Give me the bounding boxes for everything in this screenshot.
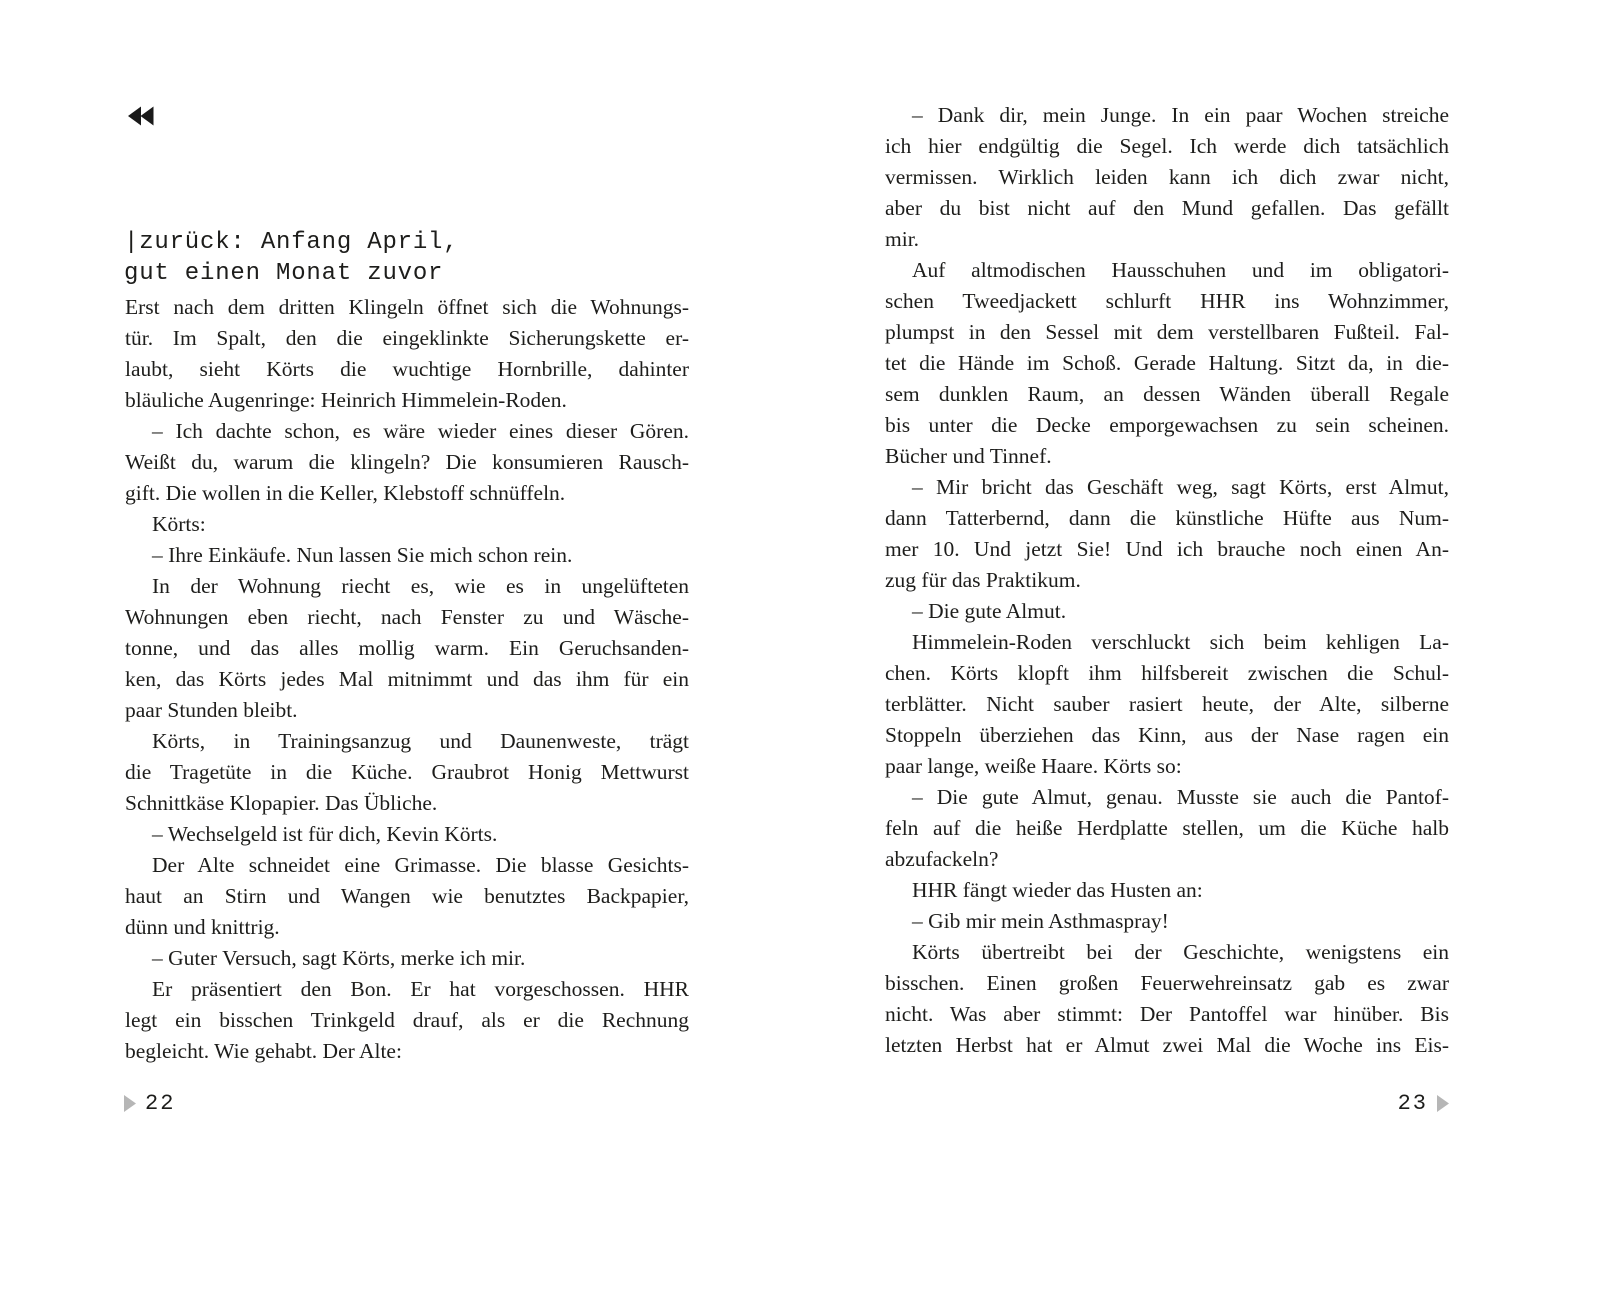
chapter-heading-line-1: |zurück: Anfang April, <box>124 229 459 256</box>
paragraph <box>125 292 689 416</box>
text-line: die Tragetüte in die Küche. Graubrot Honig Mettwurst <box>125 760 689 784</box>
text-line: HHR fängt wieder das Husten an: <box>912 878 1203 902</box>
text-line: bis unter die Decke emporgewachsen zu sein scheinen. <box>885 413 1449 437</box>
paragraph <box>885 782 1449 875</box>
text-line: – Dank dir, mein Junge. In ein paar Wochen streiche <box>912 103 1449 127</box>
text-line: Weißt du, warum die klingeln? Die konsumieren Rausch- <box>125 450 689 474</box>
text-line: bläuliche Augenringe: Heinrich Himmelein-Roden. <box>125 388 567 412</box>
paragraph <box>885 906 1449 937</box>
page-indicator-right <box>885 1091 1449 1116</box>
text-line: Himmelein-Roden verschluckt sich beim kehligen La- <box>912 630 1449 654</box>
text-line: feln auf die heiße Herdplatte stellen, um die Küche halb <box>885 816 1449 840</box>
text-line: Bücher und Tinnef. <box>885 444 1052 468</box>
chapter-heading-line-2: gut einen Monat zuvor <box>124 260 444 287</box>
page-indicator-left <box>124 1091 175 1116</box>
text-line: letzten Herbst hat er Almut zwei Mal die Woche ins Eis- <box>885 1033 1449 1057</box>
text-line: bisschen. Einen großen Feuerwehreinsatz gab es zwar <box>885 971 1449 995</box>
text-line: Schnittkäse Klopapier. Das Übliche. <box>125 791 438 815</box>
text-line: legt ein bisschen Trinkgeld drauf, als er die Rechnung <box>125 1008 689 1032</box>
text-line: – Die gute Almut. <box>912 599 1067 623</box>
text-line: Körts übertreibt bei der Geschichte, wenigstens ein <box>912 940 1449 964</box>
paragraph <box>125 416 689 509</box>
page-right-text <box>885 100 1449 1061</box>
text-line: nicht. Was aber stimmt: Der Pantoffel war hinüber. Bis <box>885 1002 1449 1026</box>
text-line: mir. <box>885 227 920 251</box>
text-line: begleicht. Wie gehabt. Der Alte: <box>125 1039 402 1063</box>
text-line: tonne, und das alles mollig warm. Ein Geruchsanden- <box>125 636 689 660</box>
text-line: schen Tweedjackett schlurft HHR ins Wohnzimmer, <box>885 289 1449 313</box>
paragraph <box>885 100 1449 255</box>
text-line: Körts: <box>152 512 206 536</box>
text-line: – Die gute Almut, genau. Musste sie auch die Pantof- <box>912 785 1449 809</box>
paragraph <box>885 937 1449 1061</box>
text-line: Körts, in Trainingsanzug und Daunenweste, trägt <box>152 729 689 753</box>
text-line: Auf altmodischen Hausschuhen und im obligatori- <box>912 258 1449 282</box>
text-line: – Ich dachte schon, es wäre wieder eines dieser Gören. <box>152 419 689 443</box>
text-line: terblätter. Nicht sauber rasiert heute, der Alte, silberne <box>885 692 1449 716</box>
paragraph <box>125 540 689 571</box>
text-line: dann Tatterbernd, dann die künstliche Hüfte aus Num- <box>885 506 1449 530</box>
paragraph <box>885 875 1449 906</box>
paragraph <box>125 726 689 819</box>
text-line: chen. Körts klopft ihm hilfsbereit zwischen die Schul- <box>885 661 1449 685</box>
text-line: Der Alte schneidet eine Grimasse. Die blasse Gesichts- <box>152 853 689 877</box>
text-line: tür. Im Spalt, den die eingeklinkte Sicherungskette er- <box>125 326 689 350</box>
text-line: tet die Hände im Schoß. Gerade Haltung. Sitzt da, in die- <box>885 351 1449 375</box>
text-line: Erst nach dem dritten Klingeln öffnet sich die Wohnungs- <box>125 295 689 319</box>
paragraph <box>885 596 1449 627</box>
text-line: plumpst in den Sessel mit dem verstellbaren Fußteil. Fal- <box>885 320 1449 344</box>
page-forward-arrow-icon[interactable] <box>124 1095 136 1112</box>
text-line: ken, das Körts jedes Mal mitnimmt und das ihm für ein <box>125 667 689 691</box>
text-line: paar Stunden bleibt. <box>125 698 298 722</box>
text-line: zug für das Praktikum. <box>885 568 1081 592</box>
text-line: Wohnungen eben riecht, nach Fenster zu und Wäsche- <box>125 605 689 629</box>
text-line: – Gib mir mein Asthmaspray! <box>912 909 1169 933</box>
fast-rewind-icon[interactable] <box>127 104 157 128</box>
text-line: – Guter Versuch, sagt Körts, merke ich mir. <box>152 946 526 970</box>
paragraph <box>125 943 689 974</box>
page-number-right: 23 <box>1397 1091 1428 1116</box>
text-line: aber du bist nicht auf den Mund gefallen. Das gefällt <box>885 196 1449 220</box>
paragraph <box>125 571 689 726</box>
text-line: – Mir bricht das Geschäft weg, sagt Körts, erst Almut, <box>912 475 1449 499</box>
page-forward-arrow-icon[interactable] <box>1437 1095 1449 1112</box>
page-left-text <box>125 292 689 1067</box>
text-line: In der Wohnung riecht es, wie es in ungelüfteten <box>152 574 689 598</box>
text-line: abzufackeln? <box>885 847 999 871</box>
text-line: vermissen. Wirklich leiden kann ich dich zwar nicht, <box>885 165 1449 189</box>
text-line: dünn und knittrig. <box>125 915 280 939</box>
text-line: haut an Stirn und Wangen wie benutztes Backpapier, <box>125 884 689 908</box>
paragraph <box>125 850 689 943</box>
paragraph <box>885 472 1449 596</box>
page-right <box>800 0 1600 1312</box>
chapter-heading <box>124 227 458 289</box>
paragraph <box>885 627 1449 782</box>
text-line: – Wechselgeld ist für dich, Kevin Körts. <box>152 822 498 846</box>
text-line: laubt, sieht Körts die wuchtige Hornbrille, dahinter <box>125 357 689 381</box>
text-line: gift. Die wollen in die Keller, Klebstoff schnüffeln. <box>125 481 566 505</box>
text-line: mer 10. Und jetzt Sie! Und ich brauche noch einen An- <box>885 537 1449 561</box>
text-line: ich hier endgültig die Segel. Ich werde dich tatsächlich <box>885 134 1449 158</box>
text-line: – Ihre Einkäufe. Nun lassen Sie mich schon rein. <box>152 543 573 567</box>
text-line: sem dunklen Raum, an dessen Wänden überall Regale <box>885 382 1449 406</box>
paragraph <box>885 255 1449 472</box>
text-line: Er präsentiert den Bon. Er hat vorgeschossen. HHR <box>152 977 689 1001</box>
text-line: paar lange, weiße Haare. Körts so: <box>885 754 1182 778</box>
page-number-left: 22 <box>145 1091 176 1116</box>
text-line: Stoppeln überziehen das Kinn, aus der Nase ragen ein <box>885 723 1449 747</box>
paragraph <box>125 974 689 1067</box>
paragraph <box>125 509 689 540</box>
paragraph <box>125 819 689 850</box>
